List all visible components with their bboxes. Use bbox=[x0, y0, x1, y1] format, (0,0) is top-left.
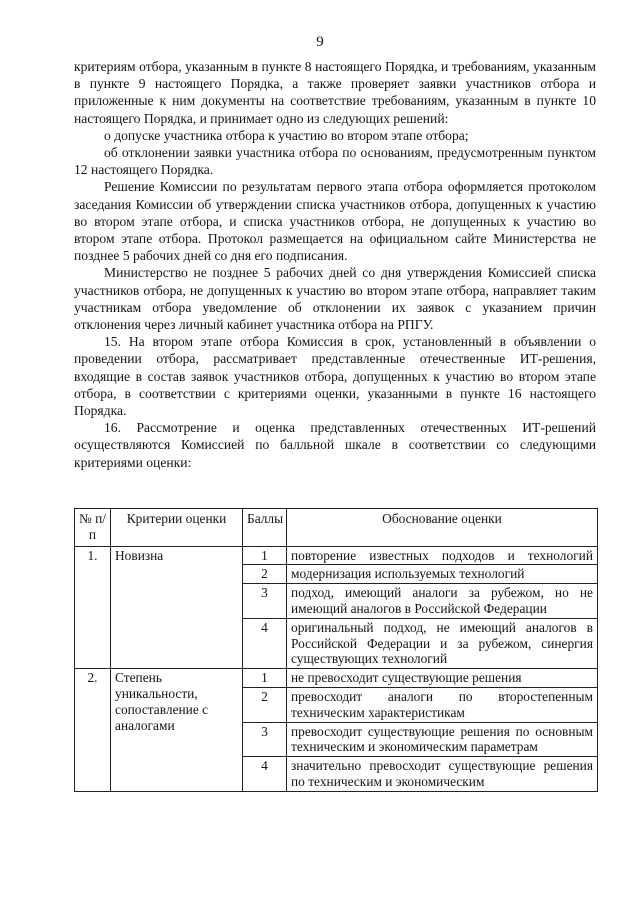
page-number: 9 bbox=[316, 34, 324, 50]
score-cell: 2 bbox=[243, 565, 287, 584]
paragraph-15-second-stage: 15. На втором этапе отбора Комиссия в срок, установленный в объявлении о проведении отбора, рассматривает представленные отечественные ИТ-решения, входящие в состав заявок участников отбора, допущенных к участию во втором этапе отбора, в соответствии с критериями оценки, указанными в пункте 16 настоящего Порядка. bbox=[74, 334, 596, 419]
paragraph-ministry-notice: Министерство не позднее 5 рабочих дней со дня утверждения Комиссией списка участников отбора, не допущенных к участию во втором этапе отбора, направляет таким участникам отбора уведомление об отклонении их заявок с указанием причин отклонения через личный кабинет участника отбора на РПГУ. bbox=[74, 265, 596, 333]
score-cell: 3 bbox=[243, 722, 287, 757]
score-cell: 4 bbox=[243, 757, 287, 792]
criterion-num: 1. bbox=[75, 546, 111, 669]
justification-cell: повторение известных подходов и технологий bbox=[287, 546, 598, 565]
header-num: № п/п bbox=[75, 509, 111, 547]
table-row bbox=[75, 669, 598, 688]
justification-cell: превосходит существующие решения по основным техническим и экономическим параметрам bbox=[287, 722, 598, 757]
paragraph-commission-decision: Решение Комиссии по результатам первого этапа отбора оформляется протоколом заседания Комиссии об утверждении списка участников отбора, допущенных к участию во втором этапе отбора, и списка участников отбора, не допущенных к участию во втором этапе отбора. Протокол размещается на официальном сайте Министерства не позднее 5 рабочих дней со дня его подписания. bbox=[74, 179, 596, 264]
header-justification: Обоснование оценки bbox=[287, 509, 598, 547]
score-cell: 2 bbox=[243, 687, 287, 722]
paragraph-16-evaluation: 16. Рассмотрение и оценка представленных отечественных ИТ-решений осуществляются Комиссией по балльной шкале в соответствии со следующими критериями оценки: bbox=[74, 420, 596, 470]
paragraph-decision-admit: о допуске участника отбора к участию во втором этапе отбора; bbox=[104, 127, 469, 143]
table-row bbox=[75, 546, 598, 565]
paragraph-criteria-check: критериям отбора, указанным в пункте 8 настоящего Порядка, и требованиям, указанным в пункте 9 настоящего Порядка, а также проверяет заявки участников отбора и приложенные к ним документы на соответствие требованиям, указанным в пункте 10 настоящего Порядка, и принимает одно из следующих решений: bbox=[74, 59, 596, 126]
table-header-row bbox=[75, 509, 598, 547]
paragraph-decision-reject: об отклонении заявки участника отбора по основаниям, предусмотренным пунктом 12 настоящего Порядка. bbox=[74, 145, 596, 178]
justification-cell: не превосходит существующие решения bbox=[287, 669, 598, 688]
justification-cell: подход, имеющий аналоги за рубежом, но не имеющий аналогов в Российской Федерации bbox=[287, 584, 598, 619]
body-text bbox=[74, 58, 596, 471]
score-cell: 1 bbox=[243, 546, 287, 565]
score-cell: 4 bbox=[243, 618, 287, 668]
justification-cell: оригинальный подход, не имеющий аналогов в Российской Федерации и за рубежом, синергия существующих технологий bbox=[287, 618, 598, 668]
header-criteria: Критерии оценки bbox=[111, 509, 243, 547]
justification-cell: превосходит аналоги по второстепенным техническим характеристикам bbox=[287, 687, 598, 722]
criterion-num: 2. bbox=[75, 669, 111, 792]
criterion-name: Новизна bbox=[111, 546, 243, 669]
justification-cell: модернизация используемых технологий bbox=[287, 565, 598, 584]
justification-cell: значительно превосходит существующие решения по техническим и экономическим bbox=[287, 757, 598, 792]
score-cell: 3 bbox=[243, 584, 287, 619]
criterion-name: Степень уникальности, сопоставление с аналогами bbox=[111, 669, 243, 792]
criteria-table bbox=[74, 508, 598, 792]
header-score: Баллы bbox=[243, 509, 287, 547]
score-cell: 1 bbox=[243, 669, 287, 688]
